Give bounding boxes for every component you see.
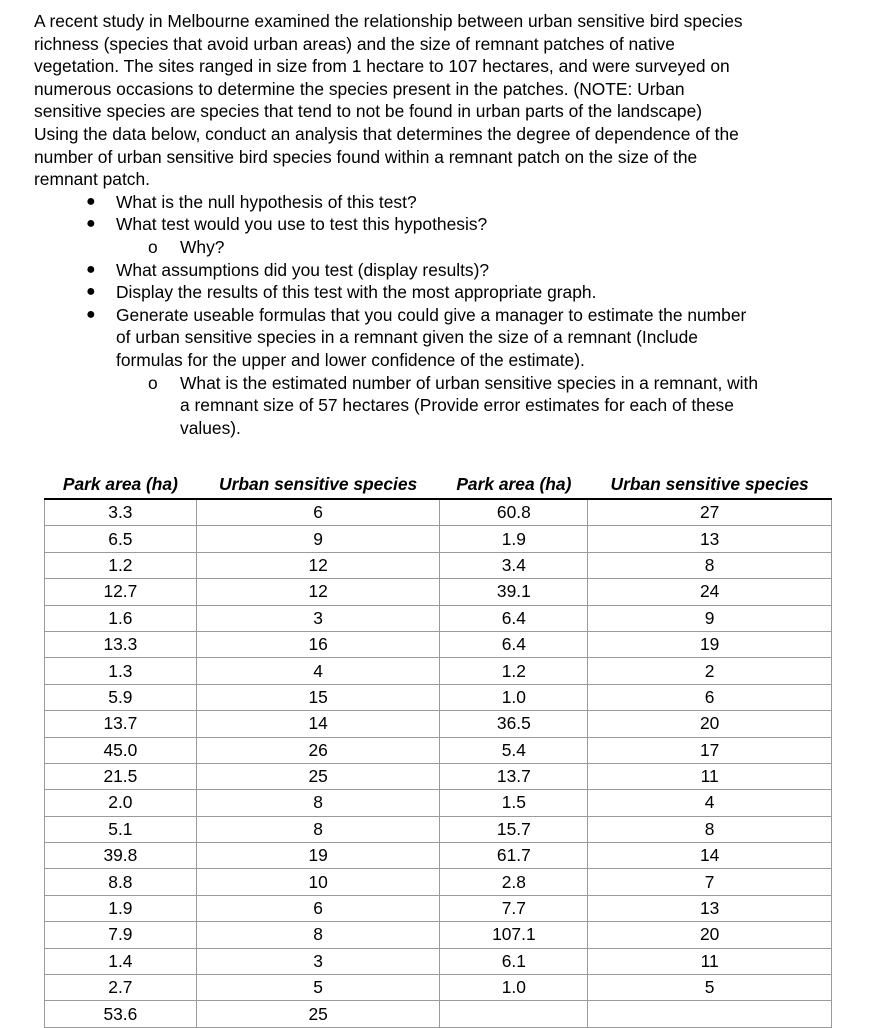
subquestion-why — [34, 236, 844, 259]
table-cell: 39.8 — [45, 843, 197, 869]
intro-line: number of urban sensitive bird species found within a remnant patch on the size of the — [34, 146, 698, 167]
table-cell: 13.7 — [45, 711, 197, 737]
table-cell: 17 — [588, 737, 832, 763]
question-graph — [34, 281, 844, 304]
table-cell: 107.1 — [440, 922, 588, 948]
column-header-urban-species: Urban sensitive species — [588, 470, 832, 499]
table-cell: 1.5 — [440, 790, 588, 816]
table-cell: 24 — [588, 579, 832, 605]
table-cell: 25 — [196, 763, 440, 789]
table-cell: 21.5 — [45, 763, 197, 789]
intro-line: remnant patch. — [34, 169, 151, 190]
question-text: What assumptions did you test (display results)? — [116, 259, 490, 280]
bullet-icon: ● — [86, 215, 96, 233]
table-cell: 1.9 — [440, 526, 588, 552]
table-cell: 13 — [588, 526, 832, 552]
column-header-park-area: Park area (ha) — [440, 470, 588, 499]
table-cell: 6.5 — [45, 526, 197, 552]
document — [34, 10, 844, 439]
intro-line: sensitive species are species that tend to not be found in urban parts of the landscape) — [34, 101, 703, 122]
table-cell — [588, 1001, 832, 1027]
table-cell: 12 — [196, 552, 440, 578]
table-cell: 39.1 — [440, 579, 588, 605]
table-cell: 3.3 — [45, 499, 197, 526]
table-cell: 10 — [196, 869, 440, 895]
table-cell: 15.7 — [440, 816, 588, 842]
question-text: What test would you use to test this hypothesis? — [116, 214, 488, 235]
table-cell: 2.0 — [45, 790, 197, 816]
table-cell: 8 — [196, 790, 440, 816]
table-row — [45, 631, 832, 657]
table-row — [45, 684, 832, 710]
table-cell: 11 — [588, 763, 832, 789]
table-row — [45, 1001, 832, 1027]
table-header-row — [45, 470, 832, 499]
intro-line: Using the data below, conduct an analysis that determines the degree of dependence of the — [34, 123, 739, 144]
question-null-hypothesis — [34, 191, 844, 214]
table-row — [45, 843, 832, 869]
table-cell: 12 — [196, 579, 440, 605]
subquestion-text-line: a remnant size of 57 hectares (Provide error estimates for each of these — [180, 395, 734, 416]
intro-line: richness (species that avoid urban areas) and the size of remnant patches of native — [34, 33, 675, 54]
table-cell: 13 — [588, 895, 832, 921]
table-cell: 3.4 — [440, 552, 588, 578]
table-cell: 19 — [196, 843, 440, 869]
table-cell: 20 — [588, 922, 832, 948]
table-row — [45, 922, 832, 948]
column-header-urban-species: Urban sensitive species — [196, 470, 440, 499]
table-cell: 45.0 — [45, 737, 197, 763]
intro-paragraph — [34, 10, 844, 191]
table-cell: 6.1 — [440, 948, 588, 974]
table-cell: 3 — [196, 948, 440, 974]
table-row — [45, 526, 832, 552]
table-cell: 1.2 — [45, 552, 197, 578]
table-cell: 2.7 — [45, 975, 197, 1001]
table-cell: 53.6 — [45, 1001, 197, 1027]
table-cell: 61.7 — [440, 843, 588, 869]
table-row — [45, 948, 832, 974]
bullet-icon: ● — [86, 283, 96, 301]
table-cell: 2.8 — [440, 869, 588, 895]
table-cell: 20 — [588, 711, 832, 737]
table-cell: 60.8 — [440, 499, 588, 526]
table-cell: 1.6 — [45, 605, 197, 631]
table-body — [45, 499, 832, 1027]
table-cell: 15 — [196, 684, 440, 710]
table-cell: 2 — [588, 658, 832, 684]
intro-line: numerous occasions to determine the species present in the patches. (NOTE: Urban — [34, 78, 685, 99]
table-cell: 11 — [588, 948, 832, 974]
table-cell: 7 — [588, 869, 832, 895]
table-cell: 8 — [196, 922, 440, 948]
table-cell: 5.4 — [440, 737, 588, 763]
table-row — [45, 869, 832, 895]
data-table — [44, 470, 832, 1028]
subquestion-text: Why? — [180, 236, 225, 257]
table-cell: 6.4 — [440, 605, 588, 631]
question-list — [34, 191, 844, 440]
intro-line: vegetation. The sites ranged in size from 1 hectare to 107 hectares, and were surveyed on — [34, 56, 730, 77]
table-cell: 27 — [588, 499, 832, 526]
table-row — [45, 658, 832, 684]
intro-line: A recent study in Melbourne examined the relationship between urban sensitive bird species — [34, 11, 743, 31]
table-cell: 6 — [588, 684, 832, 710]
table-cell: 1.2 — [440, 658, 588, 684]
question-text-line: formulas for the upper and lower confidence of the estimate). — [116, 349, 585, 370]
table-row — [45, 737, 832, 763]
table-cell: 1.0 — [440, 975, 588, 1001]
table-cell: 5.9 — [45, 684, 197, 710]
table-cell: 36.5 — [440, 711, 588, 737]
table-row — [45, 711, 832, 737]
bullet-icon: ● — [86, 305, 96, 323]
table-cell: 8 — [588, 816, 832, 842]
table-cell: 1.3 — [45, 658, 197, 684]
table-cell: 1.4 — [45, 948, 197, 974]
table-cell: 6 — [196, 499, 440, 526]
bullet-icon: ● — [86, 260, 96, 278]
table-cell: 13.7 — [440, 763, 588, 789]
table-cell — [440, 1001, 588, 1027]
table-cell: 1.0 — [440, 684, 588, 710]
question-text-line: Generate useable formulas that you could give a manager to estimate the number — [116, 304, 747, 325]
table-cell: 5.1 — [45, 816, 197, 842]
table-cell: 8 — [196, 816, 440, 842]
table-cell: 25 — [196, 1001, 440, 1027]
table-row — [45, 579, 832, 605]
question-test — [34, 213, 844, 236]
table-cell: 26 — [196, 737, 440, 763]
table-cell: 13.3 — [45, 631, 197, 657]
table-cell: 8 — [588, 552, 832, 578]
table-cell: 9 — [196, 526, 440, 552]
subquestion-estimate — [34, 372, 844, 440]
table-cell: 6.4 — [440, 631, 588, 657]
subquestion-text-line: values). — [180, 417, 241, 438]
table-cell: 8.8 — [45, 869, 197, 895]
table-cell: 5 — [196, 975, 440, 1001]
table-cell: 16 — [196, 631, 440, 657]
table-cell: 3 — [196, 605, 440, 631]
table-cell: 6 — [196, 895, 440, 921]
question-text: Display the results of this test with the most appropriate graph. — [116, 282, 597, 303]
column-header-park-area: Park area (ha) — [45, 470, 197, 499]
table-cell: 1.9 — [45, 895, 197, 921]
table-row — [45, 552, 832, 578]
hollow-bullet-icon: o — [148, 372, 158, 393]
table-cell: 14 — [588, 843, 832, 869]
table-row — [45, 895, 832, 921]
subquestion-text-line: What is the estimated number of urban sensitive species in a remnant, with — [180, 372, 759, 393]
question-formulas — [34, 304, 844, 372]
table-cell: 9 — [588, 605, 832, 631]
table-row — [45, 763, 832, 789]
table-row — [45, 605, 832, 631]
table-row — [45, 975, 832, 1001]
table-cell: 7.9 — [45, 922, 197, 948]
table-cell: 4 — [588, 790, 832, 816]
question-text-line: of urban sensitive species in a remnant given the size of a remnant (Include — [116, 327, 698, 348]
table-cell: 5 — [588, 975, 832, 1001]
table-cell: 19 — [588, 631, 832, 657]
table-cell: 4 — [196, 658, 440, 684]
question-text: What is the null hypothesis of this test? — [116, 191, 417, 212]
table-cell: 14 — [196, 711, 440, 737]
table-cell: 7.7 — [440, 895, 588, 921]
question-assumptions — [34, 259, 844, 282]
bullet-icon: ● — [86, 192, 96, 210]
table-row — [45, 816, 832, 842]
hollow-bullet-icon: o — [148, 236, 158, 257]
table-row — [45, 499, 832, 526]
table-cell: 12.7 — [45, 579, 197, 605]
table-row — [45, 790, 832, 816]
